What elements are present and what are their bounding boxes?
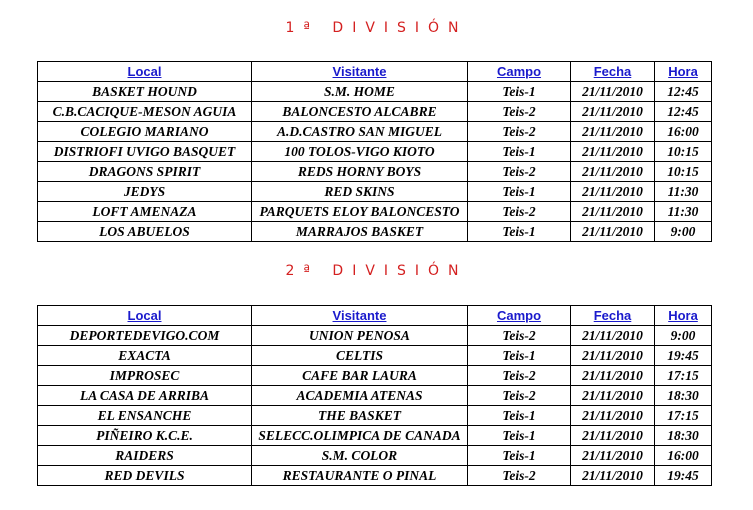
table-row (38, 222, 712, 242)
cell-fecha: 21/11/2010 (571, 162, 655, 182)
cell-local: COLEGIO MARIANO (38, 122, 252, 142)
cell-local: RAIDERS (38, 446, 252, 466)
cell-fecha: 21/11/2010 (571, 326, 655, 346)
cell-hora: 11:30 (655, 202, 712, 222)
header-visitante: Visitante (252, 62, 468, 82)
cell-fecha: 21/11/2010 (571, 466, 655, 486)
cell-hora: 17:15 (655, 406, 712, 426)
cell-hora: 16:00 (655, 446, 712, 466)
cell-hora: 18:30 (655, 386, 712, 406)
cell-local: DEPORTEDEVIGO.COM (38, 326, 252, 346)
cell-local: EL ENSANCHE (38, 406, 252, 426)
cell-hora: 19:45 (655, 346, 712, 366)
cell-campo: Teis-2 (468, 102, 571, 122)
cell-campo: Teis-2 (468, 202, 571, 222)
cell-hora: 9:00 (655, 326, 712, 346)
header-fecha: Fecha (571, 306, 655, 326)
division-2-title: 2ª DIVISIÓN (285, 263, 468, 279)
cell-fecha: 21/11/2010 (571, 406, 655, 426)
division-1-table (37, 61, 712, 242)
cell-campo: Teis-2 (468, 366, 571, 386)
cell-local: RED DEVILS (38, 466, 252, 486)
table-row (38, 426, 712, 446)
cell-fecha: 21/11/2010 (571, 386, 655, 406)
cell-visitante: THE BASKET (252, 406, 468, 426)
cell-hora: 11:30 (655, 182, 712, 202)
header-local: Local (38, 306, 252, 326)
cell-local: LOS ABUELOS (38, 222, 252, 242)
cell-campo: Teis-2 (468, 122, 571, 142)
table-row (38, 466, 712, 486)
header-hora: Hora (655, 62, 712, 82)
cell-local: BASKET HOUND (38, 82, 252, 102)
cell-campo: Teis-2 (468, 386, 571, 406)
header-local: Local (38, 62, 252, 82)
cell-visitante: A.D.CASTRO SAN MIGUEL (252, 122, 468, 142)
cell-local: DISTRIOFI UVIGO BASQUET (38, 142, 252, 162)
division-1-title: 1ª DIVISIÓN (285, 20, 468, 36)
table-row (38, 386, 712, 406)
header-row (38, 306, 712, 326)
table-row (38, 82, 712, 102)
cell-visitante: CELTIS (252, 346, 468, 366)
cell-campo: Teis-1 (468, 446, 571, 466)
cell-campo: Teis-2 (468, 326, 571, 346)
cell-visitante: S.M. COLOR (252, 446, 468, 466)
table-row (38, 326, 712, 346)
cell-fecha: 21/11/2010 (571, 202, 655, 222)
cell-hora: 18:30 (655, 426, 712, 446)
table-row (38, 366, 712, 386)
cell-visitante: CAFE BAR LAURA (252, 366, 468, 386)
cell-visitante: SELECC.OLIMPICA DE CANADA (252, 426, 468, 446)
cell-local: IMPROSEC (38, 366, 252, 386)
cell-local: EXACTA (38, 346, 252, 366)
cell-local: JEDYS (38, 182, 252, 202)
cell-fecha: 21/11/2010 (571, 142, 655, 162)
division-2-table (37, 305, 712, 486)
cell-fecha: 21/11/2010 (571, 102, 655, 122)
cell-campo: Teis-1 (468, 346, 571, 366)
header-visitante: Visitante (252, 306, 468, 326)
cell-hora: 10:15 (655, 142, 712, 162)
cell-campo: Teis-1 (468, 426, 571, 446)
cell-campo: Teis-1 (468, 182, 571, 202)
cell-visitante: MARRAJOS BASKET (252, 222, 468, 242)
cell-hora: 10:15 (655, 162, 712, 182)
cell-hora: 9:00 (655, 222, 712, 242)
cell-campo: Teis-1 (468, 406, 571, 426)
table-row (38, 122, 712, 142)
cell-visitante: 100 TOLOS-VIGO KIOTO (252, 142, 468, 162)
cell-campo: Teis-1 (468, 82, 571, 102)
cell-local: PIÑEIRO K.C.E. (38, 426, 252, 446)
cell-fecha: 21/11/2010 (571, 346, 655, 366)
cell-fecha: 21/11/2010 (571, 122, 655, 142)
table-row (38, 102, 712, 122)
cell-campo: Teis-2 (468, 466, 571, 486)
cell-visitante: ACADEMIA ATENAS (252, 386, 468, 406)
cell-local: LA CASA DE ARRIBA (38, 386, 252, 406)
header-fecha: Fecha (571, 62, 655, 82)
cell-local: DRAGONS SPIRIT (38, 162, 252, 182)
cell-hora: 16:00 (655, 122, 712, 142)
table-row (38, 162, 712, 182)
table-row (38, 202, 712, 222)
cell-fecha: 21/11/2010 (571, 222, 655, 242)
table-row (38, 142, 712, 162)
cell-local: C.B.CACIQUE-MESON AGUIA (38, 102, 252, 122)
cell-visitante: UNION PENOSA (252, 326, 468, 346)
cell-visitante: BALONCESTO ALCABRE (252, 102, 468, 122)
cell-fecha: 21/11/2010 (571, 366, 655, 386)
table-row (38, 182, 712, 202)
table-row (38, 406, 712, 426)
cell-visitante: S.M. HOME (252, 82, 468, 102)
header-campo: Campo (468, 306, 571, 326)
header-row (38, 62, 712, 82)
header-campo: Campo (468, 62, 571, 82)
cell-local: LOFT AMENAZA (38, 202, 252, 222)
cell-hora: 19:45 (655, 466, 712, 486)
cell-fecha: 21/11/2010 (571, 182, 655, 202)
cell-hora: 12:45 (655, 82, 712, 102)
cell-visitante: RED SKINS (252, 182, 468, 202)
table-row (38, 446, 712, 466)
cell-campo: Teis-2 (468, 162, 571, 182)
cell-campo: Teis-1 (468, 222, 571, 242)
cell-fecha: 21/11/2010 (571, 426, 655, 446)
cell-hora: 17:15 (655, 366, 712, 386)
cell-visitante: PARQUETS ELOY BALONCESTO (252, 202, 468, 222)
cell-fecha: 21/11/2010 (571, 446, 655, 466)
cell-visitante: RESTAURANTE O PINAL (252, 466, 468, 486)
cell-visitante: REDS HORNY BOYS (252, 162, 468, 182)
cell-campo: Teis-1 (468, 142, 571, 162)
cell-fecha: 21/11/2010 (571, 82, 655, 102)
table-row (38, 346, 712, 366)
header-hora: Hora (655, 306, 712, 326)
cell-hora: 12:45 (655, 102, 712, 122)
